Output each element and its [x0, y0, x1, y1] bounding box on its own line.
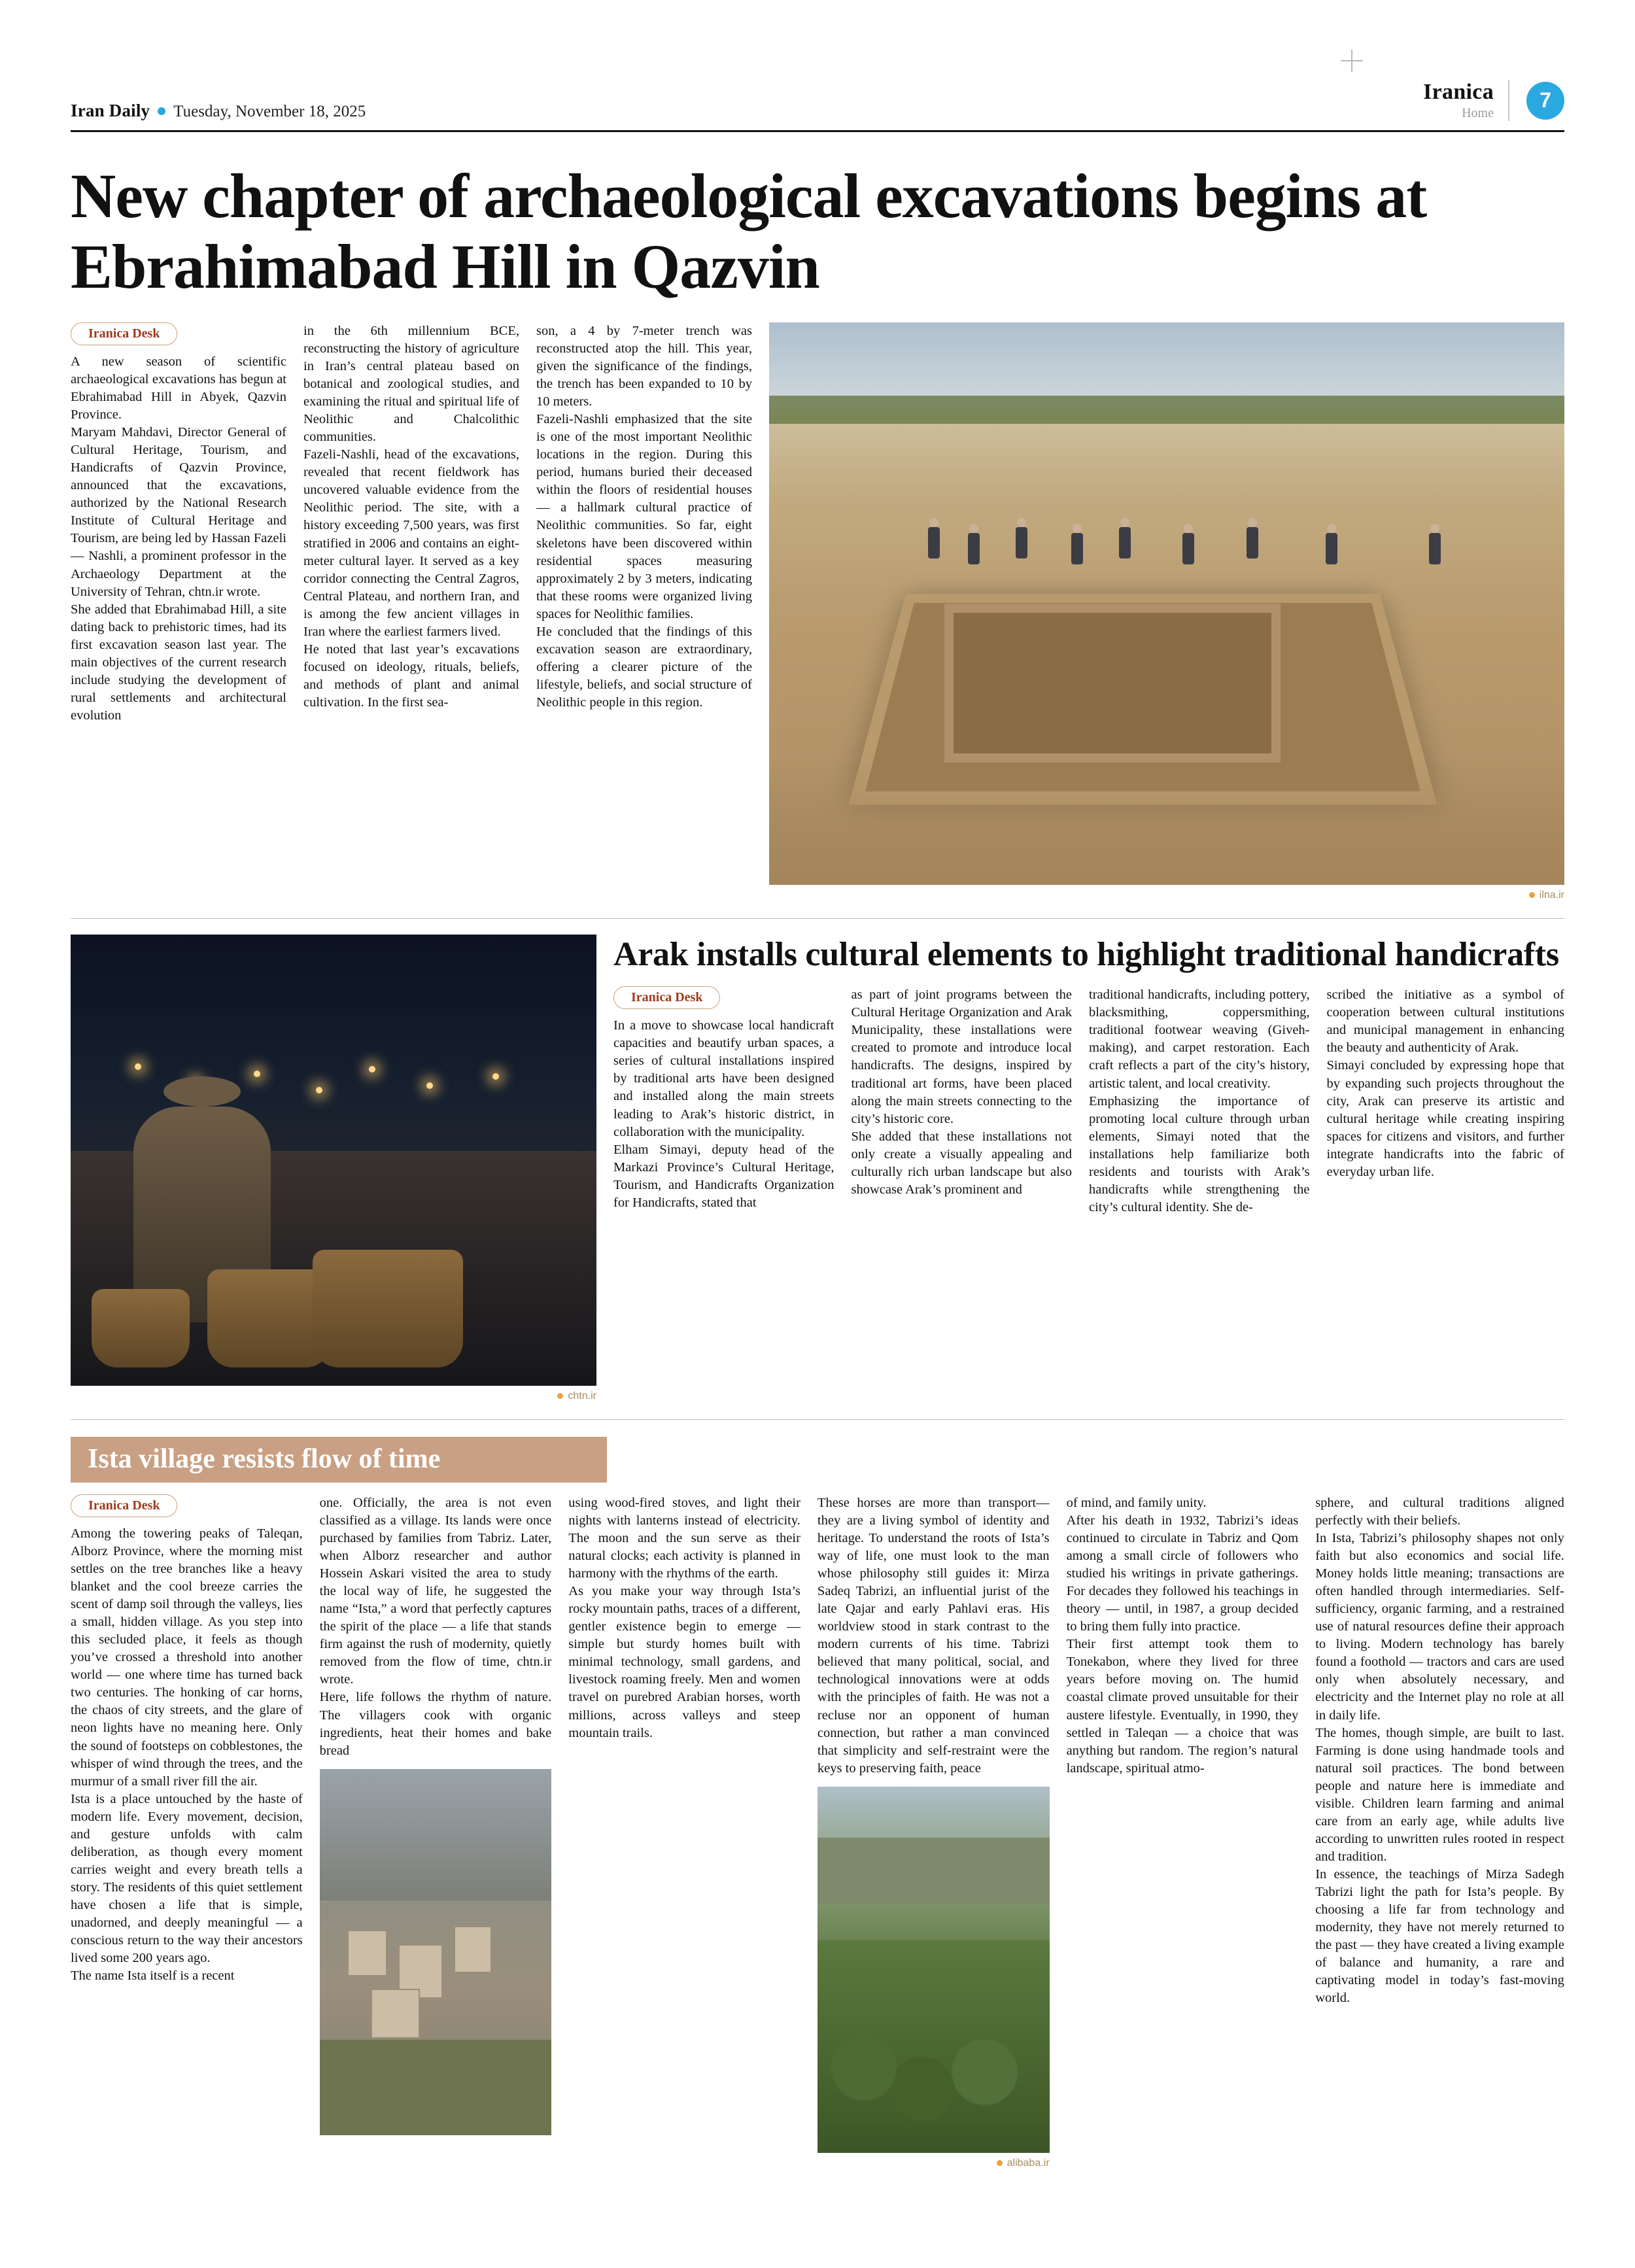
paragraph: He concluded that the findings of this excavation season are extraordinary, offering a clearer picture of the lifestyle, beliefs, and social structure of Neolithic people in this region.: [536, 624, 752, 710]
story1-photo-block: [769, 322, 1564, 901]
paragraph: in the 6th millennium BCE, reconstructing the history of agriculture in Iran’s central plateau based on botanical and zoological studies, and examining the ritual and spiritual life of Neolithic and Chalcolithic communities.: [303, 323, 519, 445]
paragraph: using wood-fired stoves, and light their nights with lanterns instead of electricity. The moon and the sun serve as their natural clocks; each activity is planned in harmony with the rhythms of the earth.: [568, 1495, 800, 1581]
paragraph: scribed the initiative as a symbol of cooperation between cultural institutions and municipal management in enhancing the beauty and authenticity of Arak.: [1326, 988, 1564, 1056]
paragraph: Their first attempt took them to Tonekabon, where they lived for three years before moving on. The humid coastal climate proved unsuitable for their austere lifestyle. Eventually, in 1990, they settled in Taleqan — a choice that was anything but random. The region’s natural landscape, spiritual atmo-: [1066, 1637, 1299, 1776]
paragraph: Fazeli-Nashli, head of the excavations, revealed that recent fieldwork has uncovered valuable evidence from the Neolithic period. The site, with a history exceeding 7,500 years, was first stratified in 2006 and contains an eight-meter cultural layer. It served as a key corridor connecting the Central Zagros, Central Plateau, and northern Iran, and is among the few ancient villages in Iran where the earliest farmers lived.: [303, 447, 519, 639]
section-divider: [71, 1419, 1564, 1420]
story2-column-2: [852, 986, 1090, 1216]
paragraph: traditional handicrafts, including pottery, blacksmithing, coppersmithing, traditional footwear weaving (Giveh-making), and carpet restoration. Each craft reflects a part of the city’s history, artistic talent, and local creativity.: [1089, 988, 1310, 1091]
excavation-site-photo: [769, 322, 1564, 885]
page-title: New chapter of archaeological excavations begins at Ebrahimabad Hill in Qazvin: [71, 161, 1427, 302]
photo-wrap: [769, 322, 1564, 901]
publication-title: Iran Daily: [71, 101, 150, 120]
story3-column-3: [568, 1494, 818, 2169]
photo-credit: [71, 1390, 596, 1402]
paragraph: Maryam Mahdavi, Director General of Cultural Heritage, Tourism, and Handicrafts of Qazvin Province, announced that the excavations, authorized by the National Research Institute of Cultural Heritage and Tourism, are being led by Hassan Fazeli — Nashli, a prominent professor in the Archaeology Department at the University of Tehran, chtn.ir wrote.: [71, 425, 286, 599]
story2-headline: Arak installs cultural elements to highlight traditional handicrafts: [613, 935, 1559, 973]
story2-body: [613, 935, 1564, 1402]
credit-dot-icon: [1529, 892, 1535, 898]
ista-village-photo: [320, 1769, 552, 2135]
story3-column-1: [71, 1494, 320, 2169]
publication-date: Tuesday, November 18, 2025: [173, 103, 366, 120]
paragraph: Simayi concluded by expressing hope that by expanding such projects throughout the city, Arak can preserve its artistic and cultural heritage while creating inspiring spaces for citizens and visitors, and further integrate handicrafts into the fabric of everyday urban life.: [1326, 1058, 1564, 1179]
section-name: Iranica: [1423, 80, 1494, 104]
paragraph: As you make your way through Ista’s rocky mountain paths, traces of a different, gentler existence begin to emerge — simple but sturdy homes built with minimal technology, small gardens, and livestock roaming freely. Men and women travel on purebred Arabian horses, worth millions, across valleys and steep mountain trails.: [568, 1584, 800, 1740]
story2-column-3: [1089, 986, 1327, 1216]
story2-photo-block: [71, 935, 613, 1402]
paragraph: of mind, and family unity.: [1066, 1495, 1207, 1510]
crop-mark-icon: [1341, 50, 1363, 72]
story2-columns: [613, 986, 1564, 1216]
photo-credit-text: ilna.ir: [1539, 889, 1564, 901]
paragraph: as part of joint programs between the Cultural Heritage Organization and Arak Municipality, these installations were created to promote and introduce local handicrafts. The designs, inspired by traditional art forms, have been placed along the main streets connecting to the city’s historic core.: [851, 988, 1072, 1126]
paragraph: In a move to showcase local handicraft capacities and beautify urban spaces, a series of cultural installations inspired by traditional arts have been designed and installed along the main streets leading to Arak’s historic district, in collaboration with the municipality.: [613, 1018, 835, 1139]
story3-column-6: [1315, 1494, 1564, 2169]
taleqan-valley-photo: [818, 1787, 1050, 2153]
masthead-divider: [71, 130, 1564, 132]
section-divider: [71, 918, 1564, 919]
story3-column-2: [320, 1494, 569, 2169]
paragraph: sphere, and cultural traditions aligned perfectly with their beliefs.: [1315, 1495, 1564, 1528]
paragraph: Elham Simayi, deputy head of the Markazi Province’s Cultural Heritage, Tourism, and Handicrafts Organization for Handicrafts, stated that: [613, 1142, 835, 1210]
arak-street-statue-photo: [71, 935, 596, 1386]
story3-column-5: [1067, 1494, 1316, 2169]
bullet-dot-icon: [158, 107, 165, 115]
story2-column-1: [613, 986, 852, 1216]
paragraph: The homes, though simple, are built to last. Farming is done using handmade tools and natural soil practices. The bond between people and nature here is immediate and visible. Children learn farming and animal care from an early age, while adults live according to unwritten rules rooted in respect and tradition.: [1315, 1725, 1564, 1864]
story3-banner-headline: Ista village resists flow of time: [71, 1437, 607, 1483]
paragraph: A new season of scientific archaeological excavations has begun at Ebrahimabad Hill in Abyek, Qazvin Province.: [71, 354, 286, 422]
story1-column-2: [303, 322, 536, 901]
story-lead: [71, 322, 1564, 901]
photo-credit: [818, 2157, 1050, 2169]
paragraph: Fazeli-Nashli emphasized that the site is one of the most important Neolithic locations in the region. During this period, humans buried their deceased within the floors of residential houses — a hallmark cultural practice of Neolithic communities. So far, eight skeletons have been discovered within residential spaces measuring approximately 2 by 3 meters, indicating that these rooms were organized living spaces for Neolithic families.: [536, 412, 752, 621]
paragraph: Here, life follows the rhythm of nature. The villagers cook with organic ingredients, heat their homes and bake bread: [319, 1690, 552, 1758]
paragraph: After his death in 1932, Tabrizi’s ideas continued to circulate in Tabriz and Qom among a small circle of followers who studied his writings in private gatherings. For decades they followed his teachings in theory — until, in 1987, a group decided to bring them fully into practice.: [1066, 1513, 1299, 1634]
photo-credit: [769, 889, 1564, 901]
paragraph: son, a 4 by 7-meter trench was reconstructed atop the hill. This year, given the significance of the findings, the trench has been expanded to 10 by 10 meters.: [536, 323, 752, 409]
page-number-badge: 7: [1526, 82, 1564, 120]
paragraph: The name Ista itself is a recent: [71, 1968, 235, 1984]
paragraph: one. Officially, the area is not even classified as a village. Its lands were once purchased by families from Tabriz. Later, when Alborz researcher and author Hossein Askari visited the area to study the local way of life, he suggested the name “Ista,” a word that perfectly captures the spirit of the place — a life that stands firm against the rush of modernity, quietly removed from the flow of time, chtn.ir wrote.: [319, 1495, 552, 1687]
desk-tag: Iranica Desk: [71, 322, 177, 345]
story1-column-1: [71, 322, 303, 901]
story1-column-3: [536, 322, 769, 901]
story2-column-4: [1327, 986, 1565, 1216]
paragraph: These horses are more than transport—they are a living symbol of identity and heritage. To understand the roots of Ista’s way of life, one must look to the man whose philosophy still guides it: Mirza Sadeq Tabrizi, an influential jurist of the late Qajar and early Pahlavi eras. His worldview stood in stark contrast to the modern currents of his time. Tabrizi believed that many political, social, and technological innovations were at odds with the principles of faith. He was not a recluse nor an opponent of human connection, but rather a man convinced that simplicity and self-restraint were the keys to preserving faith, peace: [817, 1495, 1050, 1776]
section-block: [1423, 80, 1509, 121]
story3-columns: [71, 1494, 1564, 2169]
paragraph: In Ista, Tabrizi’s philosophy shapes not only faith but also economics and social life. Money holds little meaning; transactions are often handled through intermediaries. Self-sufficiency, organic farming, and a restrained use of natural resources define their approach to living. Modern technology has barely found a foothold — tractors and cars are used only when absolutely necessary, and electricity and the Internet play no role at all in daily life.: [1315, 1531, 1564, 1723]
credit-dot-icon: [997, 2160, 1003, 2166]
section-subname: Home: [1462, 106, 1494, 120]
masthead-right: [1423, 80, 1564, 121]
story3-column-4: [818, 1494, 1067, 2169]
credit-dot-icon: [557, 1393, 563, 1399]
photo-credit-text: chtn.ir: [568, 1390, 596, 1401]
paragraph: In essence, the teachings of Mirza Sadegh Tabrizi light the path for Ista’s people. By choosing a life far from technology and modernity, they have not merely returned to the past — they have created a living example of balance and humanity, a rare and captivating model in today’s fast-moving world.: [1315, 1866, 1564, 2006]
masthead-left: [71, 101, 366, 121]
photo-credit-text: alibaba.ir: [1007, 2157, 1050, 2169]
story-ista: [71, 1437, 1564, 2169]
story-arak: [71, 935, 1564, 1402]
desk-tag: Iranica Desk: [613, 986, 720, 1009]
paragraph: He noted that last year’s excavations focused on ideology, rituals, beliefs, and methods of plant and animal cultivation. In the first sea-: [303, 642, 519, 710]
paragraph: Emphasizing the importance of promoting local culture through urban elements, Simayi noted that the installations help familiarize both residents and tourists with Arak’s handicrafts while strengthening the city’s cultural identity. She de-: [1089, 1093, 1310, 1214]
paragraph: She added that Ebrahimabad Hill, a site dating back to prehistoric times, had its first excavation season last year. The main objectives of the current research include studying the development of rural settlements and architectural evolution: [71, 602, 286, 723]
paragraph: She added that these installations not only create a visually appealing and culturally rich urban landscape but also showcase Arak’s prominent and: [851, 1129, 1072, 1197]
paragraph: Among the towering peaks of Taleqan, Alborz Province, where the morning mist settles on the tree branches like a heavy blanket and the cool breeze carries the scent of damp soil through the valleys, lies a small, hidden village. As you step into this secluded place, it feels as though you’ve crossed a threshold into another world — one where time has turned back two centuries. The honking of car horns, the chaos of city streets, and the glare of neon lights have no meaning here. Only the sound of footsteps on cobblestones, the whisper of wind through the trees, and the murmur of a small river fill the air.: [71, 1526, 303, 1789]
paragraph: Ista is a place untouched by the haste of modern life. Every movement, decision, and gesture unfolds with calm deliberation, as though every moment carries weight and every breath tells a story. The residents of this quiet settlement have chosen a life that is simple, unadorned, and deeply meaningful — a conscious return to the way their ancestors lived some 200 years ago.: [71, 1791, 303, 1966]
desk-tag: Iranica Desk: [71, 1494, 177, 1517]
